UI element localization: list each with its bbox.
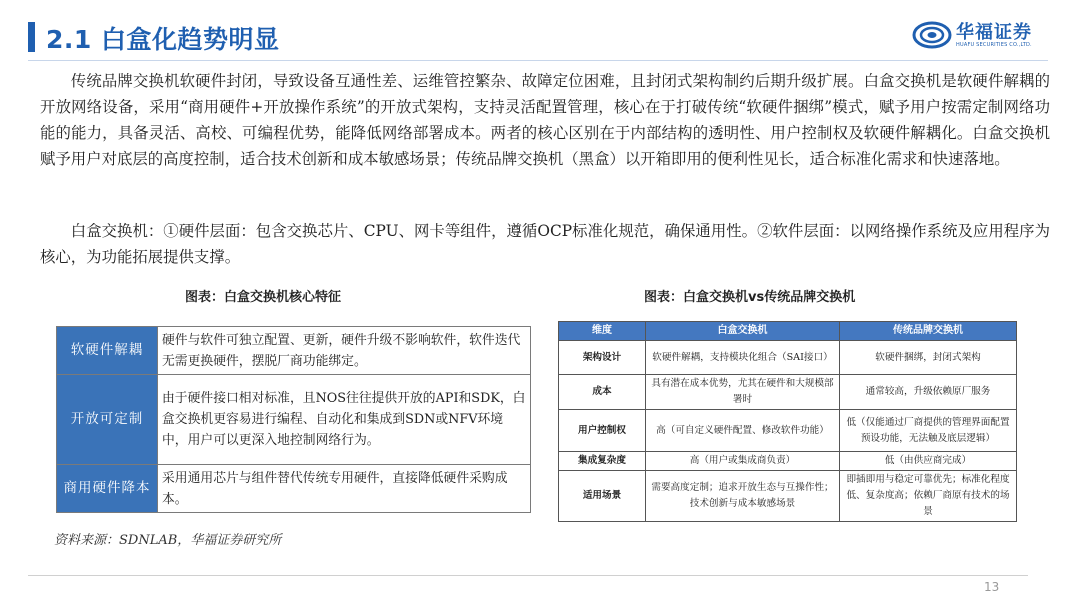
dimension-cell: 架构设计 [559, 341, 646, 375]
traditional-cell: 低（由供应商完成） [840, 452, 1017, 471]
traditional-cell: 软硬件捆绑，封闭式架构 [840, 341, 1017, 375]
table-row [559, 410, 1017, 452]
table-row [57, 465, 531, 513]
column-header: 维度 [559, 322, 646, 341]
white-box-cell: 具有潜在成本优势，尤其在硬件和大规模部署时 [646, 375, 840, 410]
feature-value-cell: 采用通用芯片与组件替代传统专用硬件，直接降低硬件采购成本。 [158, 465, 531, 513]
huafu-logo-icon [912, 20, 952, 50]
white-box-cell: 高（用户或集成商负责） [646, 452, 840, 471]
core-features-table [56, 326, 531, 513]
dimension-cell: 用户控制权 [559, 410, 646, 452]
title-bar [0, 8, 1080, 66]
white-box-cell: 高（可自定义硬件配置、修改软件功能） [646, 410, 840, 452]
feature-key-cell: 商用硬件降本 [57, 465, 158, 513]
feature-value-cell: 由于硬件接口相对标准，且NOS往往提供开放的API和SDK，白盒交换机更容易进行编程、自动化和集成到SDN或NFV环境中，用户可以更深入地控制网络行为。 [158, 375, 531, 465]
feature-key-cell: 软硬件解耦 [57, 327, 158, 375]
table-row [559, 375, 1017, 410]
feature-key-cell: 开放可定制 [57, 375, 158, 465]
feature-value-cell: 硬件与软件可独立配置、更新，硬件升级不影响软件，软件迭代无需更换硬件，摆脱厂商功能绑定。 [158, 327, 531, 375]
right-table-caption: 图表：白盒交换机vs传统品牌交换机 [644, 290, 856, 305]
page-number: 13 [984, 580, 1000, 594]
table-row [559, 471, 1017, 522]
dimension-cell: 适用场景 [559, 471, 646, 522]
column-header: 传统品牌交换机 [840, 322, 1017, 341]
table-row [559, 341, 1017, 375]
left-table-caption: 图表：白盒交换机核心特征 [185, 290, 342, 305]
data-source-note: 资料来源：SDNLAB，华福证券研究所 [54, 533, 282, 548]
white-box-cell: 需要高度定制；追求开放生态与互操作性；技术创新与成本敏感场景 [646, 471, 840, 522]
comparison-table [558, 321, 1017, 522]
title-divider [28, 60, 1048, 61]
traditional-cell: 即插即用与稳定可靠优先；标准化程度低、复杂度高；依赖厂商原有技术的场景 [840, 471, 1017, 522]
traditional-cell: 低（仅能通过厂商提供的管理界面配置预设功能，无法触及底层逻辑） [840, 410, 1017, 452]
footer-divider [28, 575, 1028, 576]
table-row [559, 452, 1017, 471]
company-logo [912, 18, 1044, 56]
table-row [57, 375, 531, 465]
table-header-row [559, 322, 1017, 341]
logo-english-text: HUAFU SECURITIES CO.,LTD. [956, 42, 1032, 48]
body-paragraph-2: 白盒交换机：①硬件层面：包含交换芯片、CPU、网卡等组件，遵循OCP标准化规范，确保通用性。②软件层面：以网络操作系统及应用程序为核心，为功能拓展提供支撑。 [40, 222, 1050, 266]
table-row [57, 327, 531, 375]
logo-chinese-text: 华福证券 [956, 22, 1032, 43]
page-title: 2.1 白盒化趋势明显 [46, 25, 280, 54]
column-header: 白盒交换机 [646, 322, 840, 341]
traditional-cell: 通常较高，升级依赖原厂服务 [840, 375, 1017, 410]
body-paragraph-1: 传统品牌交换机软硬件封闭，导致设备互通性差、运维管控繁杂、故障定位困难，且封闭式架构制约后期升级扩展。白盒交换机是软硬件解耦的开放网络设备，采用“商用硬件+开放操作系统”的开放式架构，支持灵活配置管理，核心在于打破传统“软硬件捆绑”模式，赋予用户按需定制网络功能的能力，具备灵活、高校、可编程优势，能降低网络部署成本。两者的核心区别在于内部结构的透明性、用户控制权及软硬件解耦化。白盒交换机赋予用户对底层的高度控制，适合技术创新和成本敏感场景；传统品牌交换机（黑盒）以开箱即用的便利性见长，适合标准化需求和快速落地。 [40, 72, 1050, 168]
dimension-cell: 成本 [559, 375, 646, 410]
white-box-cell: 软硬件解耦，支持模块化组合（SAI接口） [646, 341, 840, 375]
title-accent-bar [28, 22, 35, 52]
dimension-cell: 集成复杂度 [559, 452, 646, 471]
